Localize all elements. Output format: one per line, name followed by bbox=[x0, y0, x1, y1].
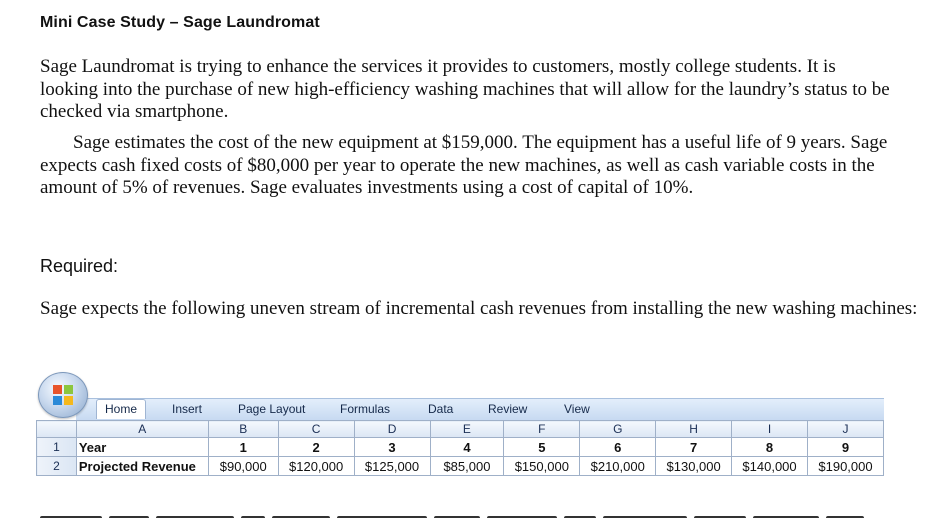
tab-formulas[interactable]: Formulas bbox=[340, 402, 391, 416]
tab-home[interactable]: Home bbox=[96, 399, 146, 419]
year-cell[interactable]: 4 bbox=[430, 438, 504, 457]
projected-revenue-label-cell[interactable]: Projected Revenue bbox=[76, 457, 208, 476]
year-cell[interactable]: 2 bbox=[278, 438, 354, 457]
revenue-cell[interactable]: $85,000 bbox=[430, 457, 504, 476]
row-header-2[interactable]: 2 bbox=[37, 457, 77, 476]
revenue-cell[interactable]: $150,000 bbox=[504, 457, 580, 476]
revenue-cell[interactable]: $130,000 bbox=[656, 457, 732, 476]
case-study-heading: Mini Case Study – Sage Laundromat bbox=[40, 14, 320, 31]
column-header-b[interactable]: B bbox=[208, 421, 278, 438]
revenue-cell[interactable]: $210,000 bbox=[580, 457, 656, 476]
intro-paragraph: Sage Laundromat is trying to enhance the services it provides to customers, mostly college students. It is looking into the purchase of new high-efficiency washing machines that will allow for the laundry’s status to be checked via smartphone. bbox=[40, 56, 890, 122]
spreadsheet-grid bbox=[36, 420, 884, 476]
estimates-paragraph: Sage estimates the cost of the new equipment at $159,000. The equipment has a useful life of 9 years. Sage expects cash fixed costs of $80,000 per year to operate the new machines, as well as cash variable costs in the amount of 5% of revenues. Sage evaluates investments using a cost of capital of 10%. bbox=[40, 132, 888, 198]
spreadsheet-screenshot bbox=[36, 372, 884, 490]
year-cell[interactable]: 7 bbox=[656, 438, 732, 457]
revenue-cell[interactable]: $120,000 bbox=[278, 457, 354, 476]
year-cell[interactable]: 5 bbox=[504, 438, 580, 457]
row-header-1[interactable]: 1 bbox=[37, 438, 77, 457]
tab-insert[interactable]: Insert bbox=[172, 402, 203, 416]
column-header-row bbox=[37, 421, 884, 438]
office-button[interactable] bbox=[38, 372, 88, 418]
year-cell[interactable]: 3 bbox=[354, 438, 430, 457]
column-header-e[interactable]: E bbox=[430, 421, 504, 438]
column-header-a[interactable]: A bbox=[76, 421, 208, 438]
ribbon-tab-bar bbox=[76, 398, 884, 421]
revenue-cell[interactable]: $190,000 bbox=[808, 457, 884, 476]
tab-review[interactable]: Review bbox=[488, 402, 528, 416]
revenues-paragraph: Sage expects the following uneven stream of incremental cash revenues from installing the new washing machines: bbox=[40, 298, 918, 319]
column-header-d[interactable]: D bbox=[354, 421, 430, 438]
revenue-cell[interactable]: $125,000 bbox=[354, 457, 430, 476]
year-cell[interactable]: 6 bbox=[580, 438, 656, 457]
tab-view[interactable]: View bbox=[564, 402, 590, 416]
select-all-corner[interactable] bbox=[37, 421, 77, 438]
table-row bbox=[37, 457, 884, 476]
table-row bbox=[37, 438, 884, 457]
year-cell[interactable]: 1 bbox=[208, 438, 278, 457]
tab-data[interactable]: Data bbox=[428, 402, 454, 416]
revenue-cell[interactable]: $90,000 bbox=[208, 457, 278, 476]
cut-off-text-line bbox=[40, 508, 890, 518]
column-header-j[interactable]: J bbox=[808, 421, 884, 438]
column-header-h[interactable]: H bbox=[656, 421, 732, 438]
required-label: Required: bbox=[40, 256, 119, 276]
column-header-g[interactable]: G bbox=[580, 421, 656, 438]
year-cell[interactable]: 9 bbox=[808, 438, 884, 457]
year-cell[interactable]: 8 bbox=[732, 438, 808, 457]
year-label-cell[interactable]: Year bbox=[76, 438, 208, 457]
column-header-c[interactable]: C bbox=[278, 421, 354, 438]
tab-page-layout[interactable]: Page Layout bbox=[238, 402, 306, 416]
column-header-f[interactable]: F bbox=[504, 421, 580, 438]
office-logo-icon bbox=[52, 384, 74, 406]
revenue-cell[interactable]: $140,000 bbox=[732, 457, 808, 476]
column-header-i[interactable]: I bbox=[732, 421, 808, 438]
